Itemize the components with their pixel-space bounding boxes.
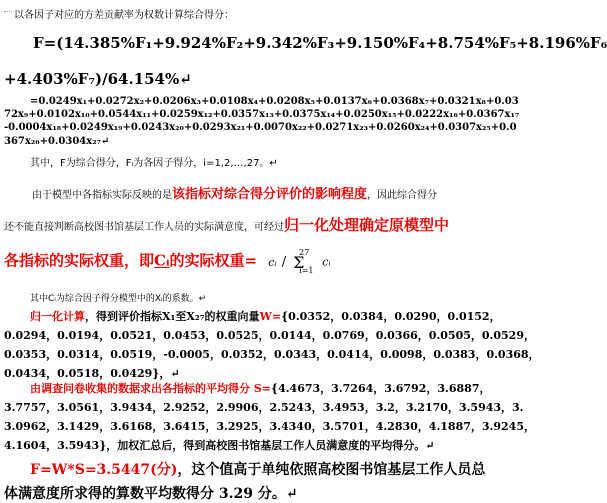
expansion-line-4: 367x₂₆+0.0304x₂₇↵ [4, 136, 110, 147]
formula-f-line2: +4.403%F₇)/64.154%↵ [4, 70, 192, 88]
emphasis-text: W= [259, 310, 282, 323]
text-segment: ，得到评价指标X₁至X₂₇的权重向量 [85, 310, 260, 323]
text-segment: ，因此综合得分 [367, 190, 438, 201]
text-segment: 由于模型中各指标实际反映的是 [32, 190, 172, 201]
text-segment: 还不能直接判断高校图书馆基层工作人员的实际满意度，可经过 [4, 222, 284, 233]
score-vector-line1 [30, 380, 490, 396]
result-formula: F=W*S=3.5447(分) [30, 462, 178, 478]
emphasis-text: 归一化计算 [30, 310, 85, 323]
emphasis-text: 由调查问卷收集的数据求出各指标的平均得分 S= [30, 382, 271, 395]
score-vector-line2: 3.7757，3.0561，3.9434，2.9252，2.9906，2.5243，3.4953，3.2，3.2170，3.5943，3. [4, 401, 524, 414]
weight-vector-line2: 0.0294，0.0194，0.0521，0.0453，0.0525，0.0144，0.0769，0.0366，0.0505，0.0529， [4, 329, 535, 342]
expansion-line-1: =0.0249x₁+0.0272x₂+0.0206x₃+0.0108x₄+0.0208x₅+0.0137x₆+0.0368x₇+0.0321x₈+0.03 [30, 96, 519, 107]
note-ci: 其中Cᵢ为综合因子得分模型中的Xᵢ的系数。↵ [30, 294, 207, 304]
emphasis-text: 归一化处理确定原模型中 [284, 216, 450, 234]
paragraph-marker-icon [4, 8, 12, 12]
emphasis-text: 该指标对综合得分评价的影响程度 [172, 187, 368, 202]
fraction-numerator: cᵢ [268, 255, 277, 269]
text-segment: ，这个值高于单纯依照高校图书馆基层工作人员总 [177, 462, 486, 478]
weight-vector-line1 [30, 308, 501, 324]
intro-line: 以各因子对应的方差贡献率为权数计算综合得分： [14, 10, 234, 21]
weight-formula-line [4, 248, 331, 274]
formula-f-line1: F=(14.385%F₁+9.924%F₂+9.342%F₃+9.150%F₄+8.754%F₅+8.196%F₆ [33, 34, 607, 52]
conversion-sentence [4, 214, 449, 235]
emphasis-text: 的实际权重= [169, 251, 258, 270]
text-segment: {0.0352，0.0384，0.0290，0.0152， [281, 310, 501, 323]
expansion-line-3: -0.0004x₁₈+0.0249x₁₉+0.0243x₂₀+0.0293x₂₁+0.0070x₂₂+0.0271x₂₃+0.0260x₂₄+0.0307x₂₅+0.0 [4, 122, 517, 133]
score-vector-line3: 3.0962，3.1429，3.6168，3.6415，3.2925，3.4340，3.5701，4.2830，4.1887，3.9245， [4, 420, 535, 433]
result-line1 [30, 459, 485, 479]
score-vector-line4: 4.1604，3.5943}，加权汇总后，得到高校图书馆基层工作人员满意度的平均得分。↵ [4, 439, 435, 452]
emphasis-text: 各指标的实际权重，即 [4, 251, 155, 270]
expansion-line-2: 72x₉+0.0102x₁₀+0.0544x₁₁+0.0259x₁₂+0.0357x₁₃+0.0375x₁₄+0.0250x₁₅+0.0222x₁₆+0.0367x₁₇ [4, 109, 520, 120]
result-line2: 体满意度所求得的算数平均数得分 3.29 分。↵ [4, 486, 298, 502]
sum-term: cᵢ [322, 255, 331, 269]
note-f-fi: 其中，F为综合得分，Fᵢ为各因子得分，i=1,2,…,27。↵ [30, 158, 278, 169]
model-sentence-line1 [32, 183, 437, 202]
weight-vector-line3: 0.0353，0.0314，0.0519，-0.0005，0.0352，0.0343，0.0414，0.0098，0.0383，0.0368， [4, 348, 540, 361]
ci-symbol: Cᵢ [154, 251, 170, 270]
fraction-slash: / [281, 254, 287, 270]
weight-vector-line4: 0.0434，0.0518，0.0429}，↵ [4, 367, 180, 380]
sum-symbol: 27 Σ i=1 [293, 248, 314, 275]
text-segment: {4.4673，3.7264，3.6792，3.6887， [271, 382, 491, 395]
